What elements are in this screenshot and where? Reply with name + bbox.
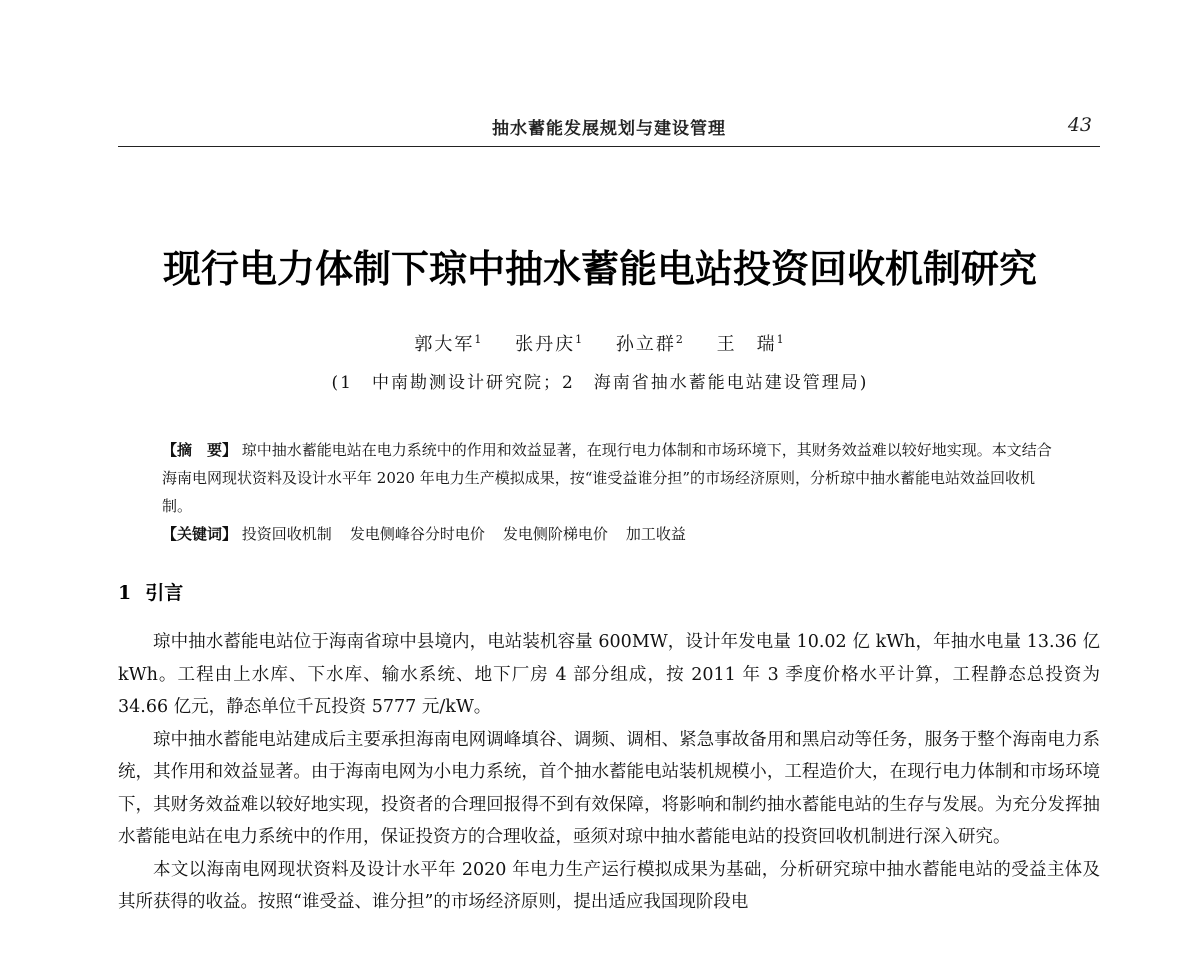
paragraph: 琼中抽水蓄能电站建成后主要承担海南电网调峰填谷、调频、调相、紧急事故备用和黑启动等任务，服务于整个海南电力系统，其作用和效益显著。由于海南电网为小电力系统，首个抽水蓄能电站装机规模小，工程造价大，在现行电力体制和市场环境下，其财务效益难以较好地实现，投资者的合理回报得不到有效保障，将影响和制约抽水蓄能电站的生存与发展。为充分发挥抽水蓄能电站在电力系统中的作用，保证投资方的合理收益，亟须对琼中抽水蓄能电站的投资回收机制进行深入研究。 [118,729,1100,847]
body-text [118,626,1100,919]
author [717,334,786,355]
keyword: 投资回收机制 [241,525,332,543]
author-affiliation-mark: 1 [474,333,484,346]
section-heading [118,578,183,605]
keywords [162,520,1062,548]
author [515,334,584,355]
keyword: 发电侧峰谷分时电价 [349,525,485,543]
running-header [118,112,1100,147]
author-name: 王 瑞 [716,334,777,355]
section-number: 1 [118,582,132,604]
page-number: 43 [1067,114,1092,136]
abstract-label: 【摘 要】 [162,441,238,459]
author-list [0,330,1200,356]
keywords-label: 【关键词】 [162,525,238,543]
author-affiliation-mark: 1 [776,333,786,346]
author-name: 孙立群 [615,334,676,355]
paper-title: 现行电力体制下琼中抽水蓄能电站投资回收机制研究 [162,246,1037,291]
affiliations: (1 中南勘测设计研究院；2 海南省抽水蓄能电站建设管理局) [331,373,869,393]
running-title: 抽水蓄能发展规划与建设管理 [492,119,726,139]
abstract-text: 琼中抽水蓄能电站在电力系统中的作用和效益显著，在现行电力体制和市场环境下，其财务效益难以较好地实现。本文结合海南电网现状资料及设计水平年 2020 年电力生产模拟成果，按“谁受益谁分担”的市场经济原则，分析琼中抽水蓄能电站效益回收机制。 [162,441,1052,515]
author-affiliation-mark: 1 [575,333,585,346]
abstract-block [162,436,1062,548]
author-name: 郭大军 [414,334,475,355]
paragraph: 本文以海南电网现状资料及设计水平年 2020 年电力生产运行模拟成果为基础，分析研究琼中抽水蓄能电站的受益主体及其所获得的收益。按照“谁受益、谁分担”的市场经济原则，提出适应我国现阶段电 [118,859,1100,912]
author-affiliation-mark: 2 [675,333,685,346]
author [414,334,483,355]
keyword: 加工收益 [625,525,686,543]
paragraph: 琼中抽水蓄能电站位于海南省琼中县境内，电站装机容量 600MW，设计年发电量 10.02 亿 kWh，年抽水电量 13.36 亿 kWh。工程由上水库、下水库、输水系统、地下厂房 4 部分组成，按 2011 年 3 季度价格水平计算，工程静态总投资为 34.66 亿元，静态单位千瓦投资 5777 元/kW。 [118,632,1100,717]
abstract [162,436,1062,520]
section-title: 引言 [145,582,184,604]
author-name: 张丹庆 [515,334,576,355]
keyword: 发电侧阶梯电价 [502,525,608,543]
author [616,334,685,355]
